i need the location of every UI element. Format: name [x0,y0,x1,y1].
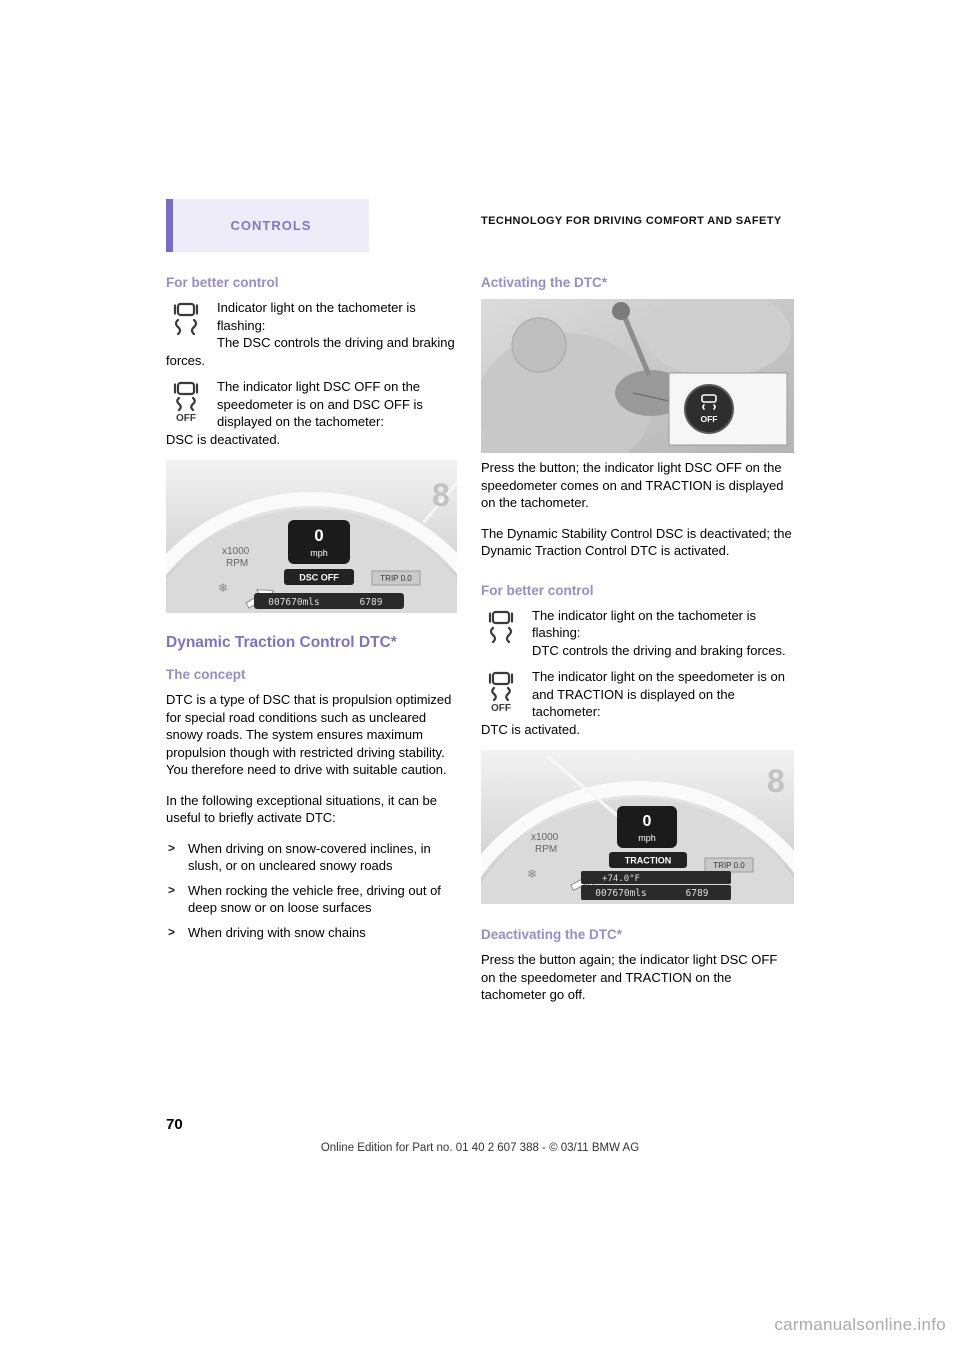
heading-activating-dtc: Activating the DTC* [481,275,608,290]
svg-text:❄: ❄ [527,867,538,881]
situation-list [166,840,457,942]
svg-text:OFF: OFF [491,703,511,714]
right-column [481,274,794,1004]
page-number: 70 [166,1116,183,1133]
dsc-indicator-icon [166,301,208,337]
arrow-bullet-icon: > [168,924,176,939]
tachometer-traction-figure [481,750,794,904]
heading-for-better-control-right: For better control [481,582,594,598]
tachometer-dsc-off-figure [166,460,457,613]
list-item [166,882,457,917]
situations-intro: In the following exceptional situations, it can be useful to briefly activate DTC: [166,792,438,825]
list-item-text: When driving on snow-covered inclines, in slush, or on uncleared snowy roads [188,840,431,873]
note-line: DTC is activated. [481,721,580,737]
svg-text:DSC OFF: DSC OFF [299,572,339,583]
list-item [166,924,457,942]
dsc-off-note [166,378,457,448]
svg-text:TRACTION: TRACTION [624,855,672,866]
svg-text:OFF: OFF [700,414,718,424]
heading-dynamic-traction-control: Dynamic Traction Control DTC* [166,634,397,651]
note-text [481,668,794,738]
svg-text:6789: 6789 [359,597,383,608]
note-line: The indicator light on the tachometer is flashing: [532,607,757,640]
watermark: carmanualsonline.info [774,1315,946,1334]
svg-text:0: 0 [642,813,652,830]
svg-text:OFF: OFF [176,413,196,424]
page-header [166,199,794,252]
dsc-flashing-note [166,299,457,369]
edition-notice: Online Edition for Part no. 01 40 2 607 388 - © 03/11 BMW AG [320,1142,640,1154]
concept-paragraph: DTC is a type of DSC that is propulsion optimized for special road conditions such as uncleared snowy roads. The system ensures maximum propulsion though with restricted driving stability. You therefore need to drive with suitable caution. [166,692,452,777]
svg-text:x1000: x1000 [531,832,559,843]
arrow-bullet-icon: > [168,840,176,855]
note-line: Indicator light on the tachometer is flashing: [217,300,416,333]
console-button-figure [481,299,794,453]
activating-paragraph: Press the button; the indicator light DSC OFF on the speedometer comes on and TRACTION is displayed on the tachometer. [481,460,784,510]
svg-text:❄: ❄ [218,581,229,595]
heading-the-concept: The concept [166,667,246,682]
svg-text:TRIP 0.0: TRIP 0.0 [380,574,412,583]
activating-paragraph: The Dynamic Stability Control DSC is deactivated; the Dynamic Traction Control DTC is activated. [481,525,792,558]
svg-text:TRIP 0.0: TRIP 0.0 [713,861,745,870]
svg-text:0: 0 [314,526,324,545]
heading-deactivating-dtc: Deactivating the DTC* [481,927,623,942]
dtc-flashing-note [481,607,794,660]
chapter-tab [166,199,369,252]
svg-text:6789: 6789 [685,888,709,899]
list-item-text: When driving with snow chains [188,924,366,940]
deactivating-paragraph: Press the button again; the indicator light DSC OFF on the speedometer and TRACTION on the tachometer go off. [481,952,778,1002]
dtc-on-note [481,668,794,738]
note-text [166,299,457,369]
list-item-text: When rocking the vehicle free, driving out of deep snow or on loose surfaces [188,882,441,915]
svg-text:8: 8 [432,477,450,513]
dtc-off-indicator-icon [481,670,523,714]
dtc-off-button [685,385,733,433]
note-line: The DSC controls the driving and braking forces. [166,335,455,368]
chapter-title: CONTROLS [230,218,312,233]
note-line: DSC is deactivated. [166,431,281,447]
note-line: The indicator light DSC OFF on the speedometer is on and DSC OFF is displayed on the tachometer: [217,379,423,429]
svg-text:mph: mph [638,833,656,843]
arrow-bullet-icon: > [168,882,176,897]
list-item [166,840,457,875]
heading-for-better-control: For better control [166,275,279,290]
svg-text:007670mls: 007670mls [595,888,647,899]
running-head: TECHNOLOGY FOR DRIVING COMFORT AND SAFETY [481,215,782,227]
svg-text:mph: mph [310,548,328,558]
svg-text:+74.0°F: +74.0°F [602,874,640,884]
dtc-indicator-icon [481,609,523,645]
svg-text:007670mls: 007670mls [268,597,320,608]
svg-text:RPM: RPM [226,558,249,569]
svg-text:RPM: RPM [535,844,558,855]
dsc-off-indicator-icon [166,380,208,424]
note-line: The indicator light on the speedometer is on and TRACTION is displayed on the tachometer: [532,669,785,719]
note-text [481,607,794,660]
note-line: DTC controls the driving and braking forces. [532,642,786,658]
svg-text:8: 8 [767,763,785,799]
note-text [166,378,457,448]
svg-text:x1000: x1000 [222,546,250,557]
left-column [166,274,457,948]
